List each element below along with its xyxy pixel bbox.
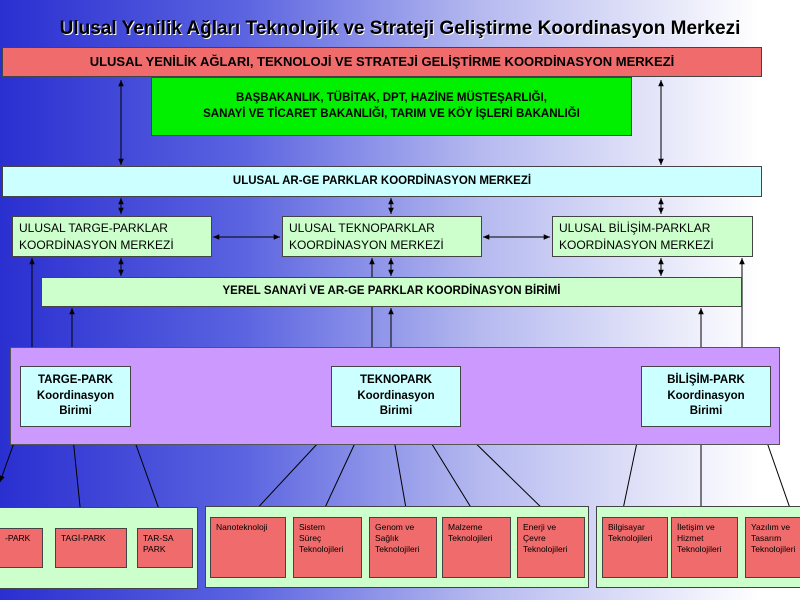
- bilisim-leaf-panel: [596, 506, 800, 588]
- national-targe-center-box: ULUSAL TARGE-PARKLAR KOORDİNASYON MERKEZİ: [12, 216, 212, 257]
- teknopark-unit-box: TEKNOPARK Koordinasyon Birimi: [331, 366, 461, 427]
- bilisim-park-unit-box: BİLİŞİM-PARK Koordinasyon Birimi: [641, 366, 771, 427]
- leaf-software-design-tech: Yazılım ve Tasarım Teknolojileri: [745, 517, 800, 578]
- ministries-box: [151, 77, 632, 136]
- leaf-tar-sa-park: TAR-SA PARK: [137, 528, 193, 568]
- leaf-nanotechnology: Nanoteknoloji: [210, 517, 286, 578]
- local-industry-unit-box: YEREL SANAYİ VE AR-GE PARKLAR KOORDİNASYON BİRİMİ: [41, 277, 742, 307]
- national-teknopark-center-box: ULUSAL TEKNOPARKLAR KOORDİNASYON MERKEZİ: [282, 216, 482, 257]
- leaf-genome-health: Genom ve Sağlık Teknolojileri: [369, 517, 437, 578]
- national-bilisim-center-box: ULUSAL BİLİŞİM-PARKLAR KOORDİNASYON MERKEZİ: [552, 216, 753, 257]
- leaf-tagi-park: TAGİ-PARK: [55, 528, 127, 568]
- leaf-communication-tech: İletişim ve Hizmet Teknolojileri: [671, 517, 738, 578]
- ministries-line-2: SANAYİ VE TİCARET BAKANLIĞI, TARIM VE KÖY İŞLERİ BAKANLIĞI: [203, 107, 580, 120]
- national-argepark-center-box: ULUSAL AR-GE PARKLAR KOORDİNASYON MERKEZİ: [2, 166, 762, 197]
- leaf-energy-environment: Enerji ve Çevre Teknolojileri: [517, 517, 585, 578]
- targe-leaf-panel: [0, 507, 198, 589]
- targe-park-unit-box: TARGE-PARK Koordinasyon Birimi: [20, 366, 131, 427]
- leaf-system-process: Sistem Süreç Teknolojileri: [293, 517, 362, 578]
- leaf-computer-tech: Bilgisayar Teknolojileri: [602, 517, 668, 578]
- leaf-materials: Malzeme Teknolojileri: [442, 517, 511, 578]
- teknopark-leaf-panel: [205, 506, 589, 588]
- page-title: Ulusal Yenilik Ağları Teknolojik ve Strateji Geliştirme Koordinasyon Merkezi: [59, 18, 741, 39]
- leaf-targe-park-1: -PARK: [0, 528, 43, 568]
- national-innovation-center-box: ULUSAL YENİLİK AĞLARI, TEKNOLOJİ VE STRATEJİ GELİŞTİRME KOORDİNASYON MERKEZİ: [2, 47, 762, 77]
- ministries-line-1: BAŞBAKANLIK, TÜBİTAK, DPT, HAZİNE MÜSTEŞARLIĞI,: [236, 91, 547, 104]
